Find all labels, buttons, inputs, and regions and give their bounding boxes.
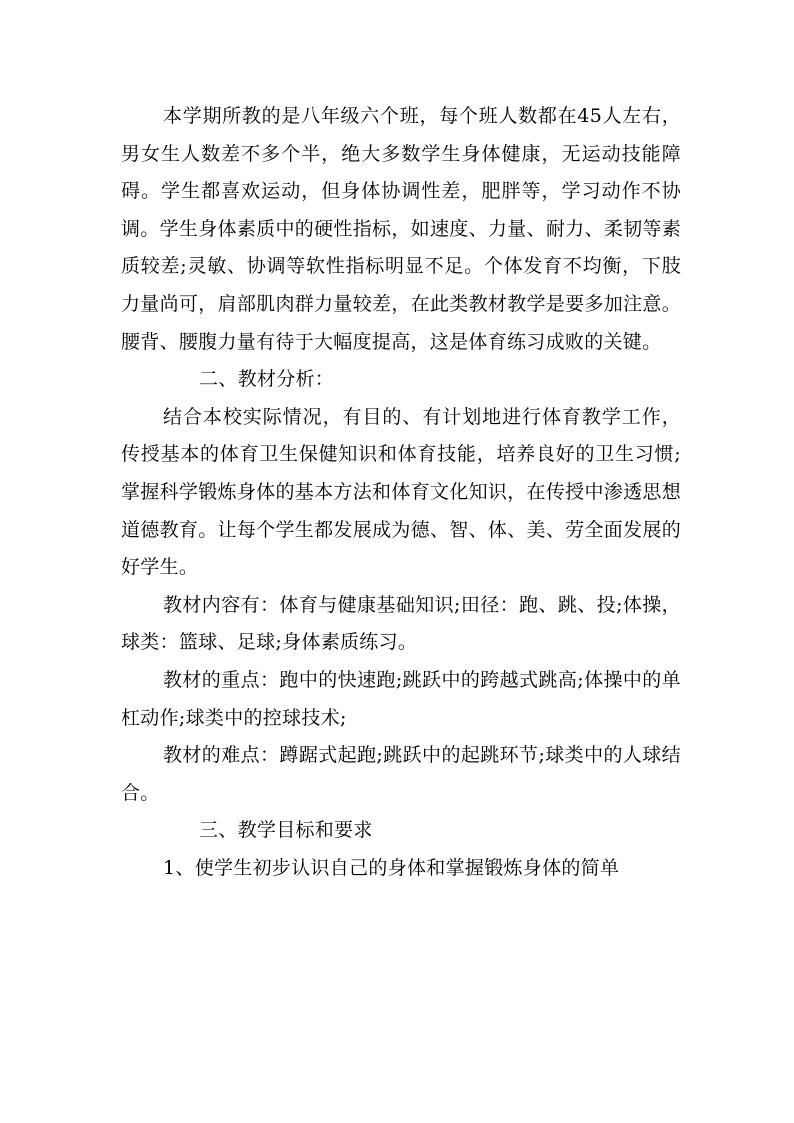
paragraph-student-analysis: 本学期所教的是八年级六个班，每个班人数都在45人左右，男女生人数差不多个半，绝大多数学生身体健康，无运动技能障碍。学生都喜欢运动，但身体协调性差，肥胖等，学习动作不协调。学生身体素质中的硬性指标，如速度、力量、耐力、柔韧等素质较差;灵敏、协调等软性指标明显不足。个体发育不均衡，下肢力量尚可，肩部肌肉群力量较差，在此类教材教学是要多加注意。腰背、腰腹力量有待于大幅度提高，这是体育练习成败的关键。 (121, 105, 681, 353)
paragraph-material-content: 教材内容有：体育与健康基础知识;田径：跑、跳、投;体操，球类：篮球、足球;身体素质练习。 (121, 593, 681, 654)
paragraph-teaching-purpose: 结合本校实际情况，有目的、有计划地进行体育教学工作，传授基本的体育卫生保健知识和体育技能，培养良好的卫生习惯;掌握科学锻炼身体的基本方法和体育文化知识，在传授中渗透思想道德教育。让每个学生都发展成为德、智、体、美、劳全面发展的好学生。 (121, 405, 681, 579)
paragraph-goal-one: 1、使学生初步认识自己的身体和掌握锻炼身体的简单 (163, 856, 620, 879)
heading-teaching-goals: 三、教学目标和要求 (199, 819, 373, 842)
heading-material-analysis: 二、教材分析： (199, 368, 335, 391)
paragraph-material-focus: 教材的重点：跑中的快速跑;跳跃中的跨越式跳高;体操中的单杠动作;球类中的控球技术; (121, 668, 681, 729)
paragraph-material-difficulty: 教材的难点：蹲踞式起跑;跳跃中的起跳环节;球类中的人球结合。 (121, 744, 681, 804)
document-body (121, 98, 681, 887)
